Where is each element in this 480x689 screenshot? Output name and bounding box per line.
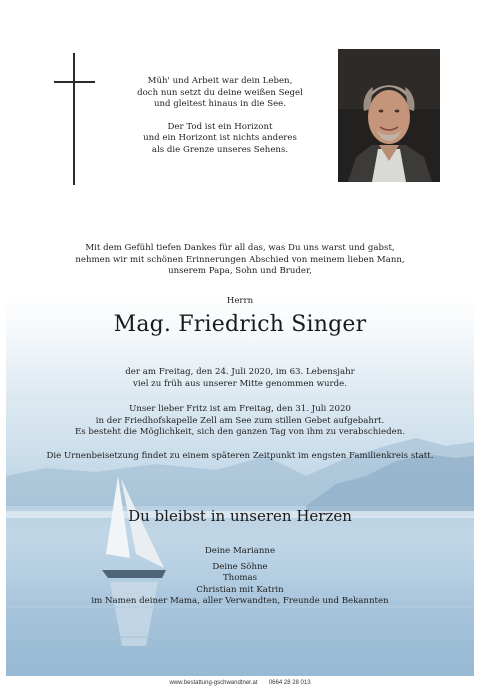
footer (0, 677, 480, 689)
poem (114, 76, 326, 157)
website-link[interactable]: www.bestattung-gschwandtner.at (169, 680, 258, 686)
poem-line: und ein Horizont ist nichts anderes (143, 133, 297, 144)
text-line: Es besteht die Möglichkeit, sich den ganzen Tag von ihm zu verabschieden. (75, 427, 405, 438)
poem-stanza (114, 76, 326, 111)
text-line: unserem Papa, Sohn und Bruder, (168, 266, 312, 277)
intro-text (6, 243, 474, 278)
motto: Du bleibst in unseren Herzen (128, 507, 352, 525)
phone-number: 0664 28 28 013 (268, 680, 311, 686)
obituary-card (6, 6, 474, 676)
salutation (6, 296, 474, 308)
portrait-photo (338, 49, 440, 182)
text-line: der am Freitag, den 24. Juli 2020, im 63. Lebensjahr (125, 367, 355, 377)
urn-burial-notice (6, 451, 474, 463)
death-notice (6, 367, 474, 390)
text-line: Deine Söhne (212, 561, 268, 572)
poem-line: Der Tod ist ein Horizont (167, 121, 273, 132)
text-line: Thomas (222, 573, 258, 584)
cross-icon (73, 53, 75, 185)
text-line: Die Urnenbeisetzung findet zu einem späteren Zeitpunkt im engsten Familienkreis statt. (46, 451, 434, 461)
poem-line: als die Grenze unseres Sehens. (151, 144, 289, 155)
text-line: Herrn (226, 296, 254, 306)
text-line: Mit dem Gefühl tiefen Dankes für all das, was Du uns warst und gabst, (85, 243, 395, 253)
poem-line: und gleitest hinaus in die See. (153, 99, 286, 110)
text-line: Unser lieber Fritz ist am Freitag, den 31. Juli 2020 (129, 404, 351, 414)
family-signatures (6, 546, 474, 608)
poem-stanza (114, 122, 326, 157)
poem-line: Müh' und Arbeit war dein Leben, (147, 76, 293, 86)
deceased-name: Mag. Friedrich Singer (113, 312, 367, 337)
text-line: Deine Marianne (204, 546, 276, 556)
text-line: Christian mit Katrin (196, 584, 284, 595)
text-line: im Namen deiner Mama, aller Verwandten, Freunde und Bekannten (91, 596, 389, 607)
text-line: viel zu früh aus unserer Mitte genommen wurde. (133, 378, 347, 389)
poem-line: doch nun setzt du deine weißen Segel (137, 87, 303, 98)
cross-icon-bar (54, 81, 95, 83)
text-line: in der Friedhofskapelle Zell am See zum stillen Gebet aufgebahrt. (95, 415, 385, 426)
text-line: nehmen wir mit schönen Erinnerungen Abschied von meinem lieben Mann, (75, 254, 405, 265)
funeral-details (6, 404, 474, 439)
